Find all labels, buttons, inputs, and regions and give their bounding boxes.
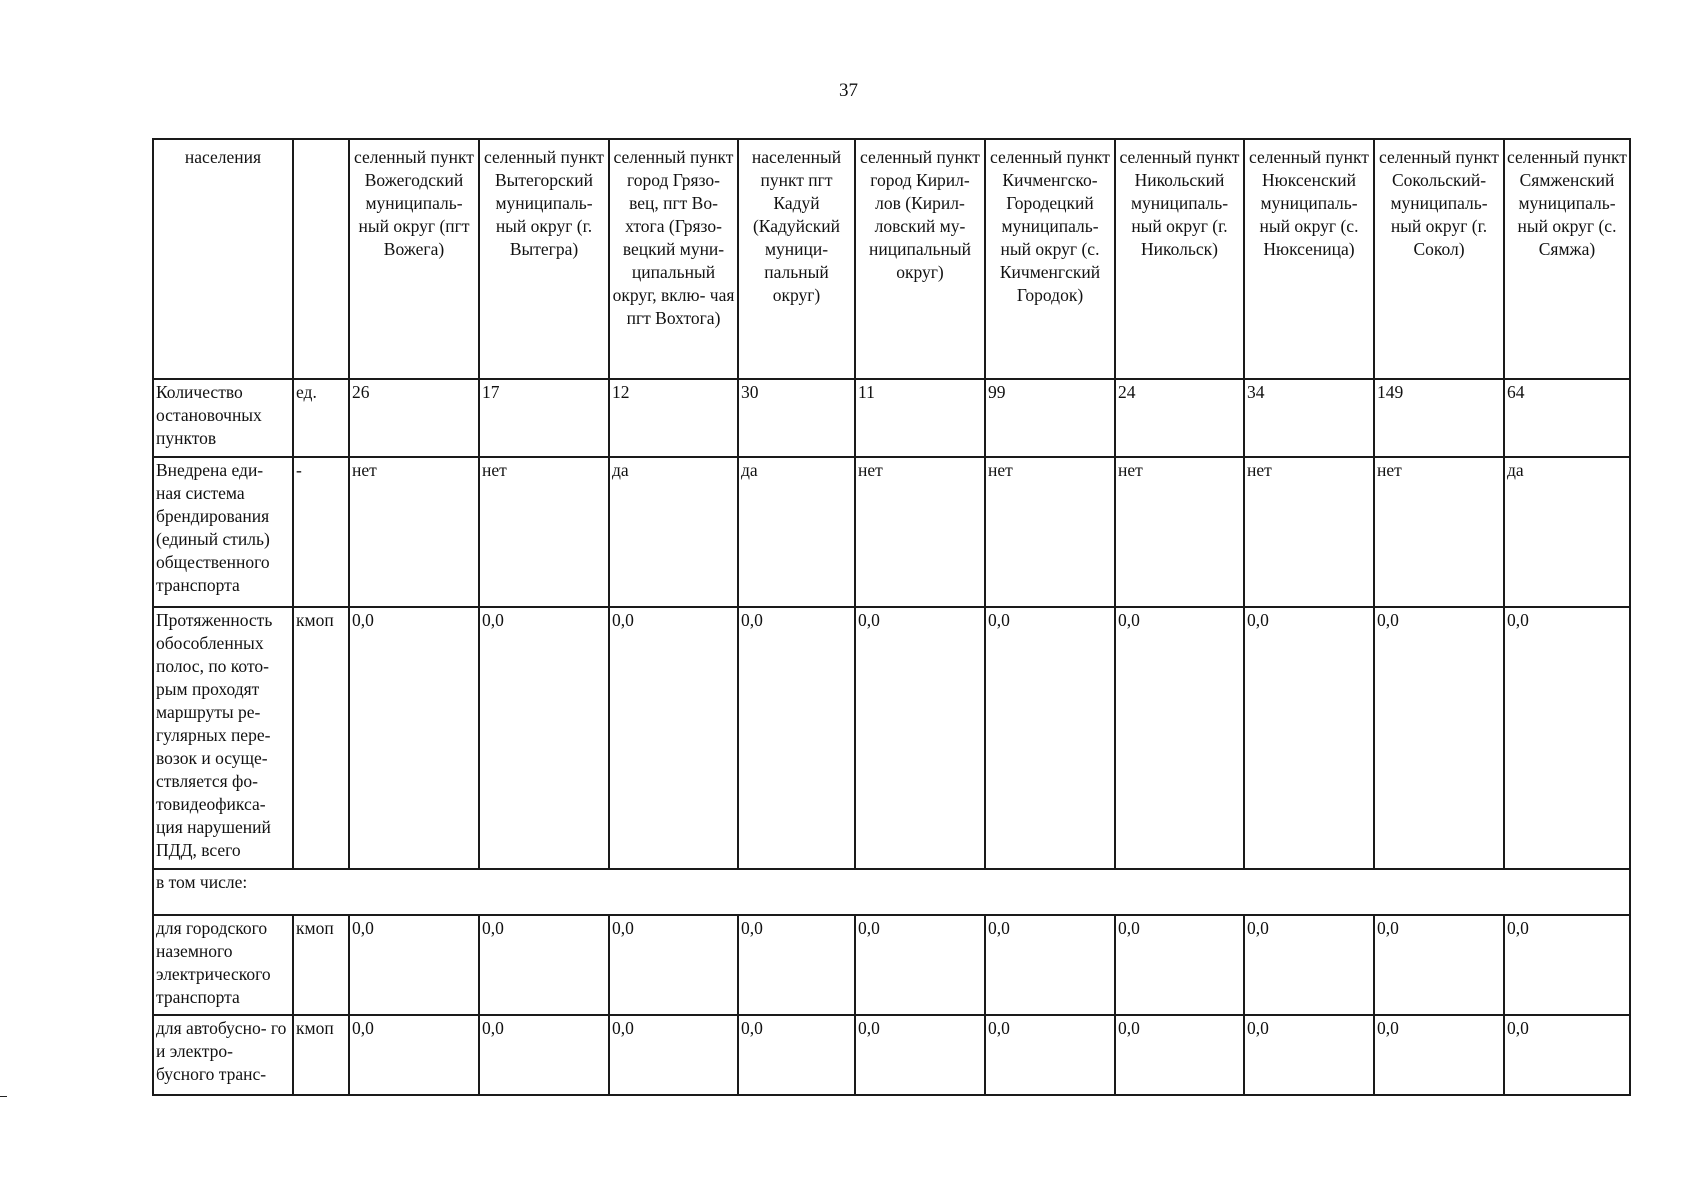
row-bus-value-3: 0,0	[609, 1015, 738, 1095]
row-bus-value-4: 0,0	[738, 1015, 855, 1095]
row-including	[153, 869, 1630, 915]
row-electric-value-6: 0,0	[985, 915, 1115, 1015]
row-lanes-value-8: 0,0	[1244, 607, 1374, 869]
header-col-3: селенный пункт город Грязо- вец, пгт Во- хтога (Грязо- вецкий муни- ципальный округ, вклю- чая пгт Вохтога)	[609, 139, 738, 379]
row-electric-value-7: 0,0	[1115, 915, 1244, 1015]
row-stops-value-10: 64	[1504, 379, 1630, 457]
row-bus-value-9: 0,0	[1374, 1015, 1504, 1095]
header-col-1: селенный пункт Вожегодский муниципаль- ный округ (пгт Вожега)	[349, 139, 479, 379]
row-stops-value-8: 34	[1244, 379, 1374, 457]
row-lanes-value-4: 0,0	[738, 607, 855, 869]
header-col-7: селенный пункт Никольский муниципаль- ный округ (г. Никольск)	[1115, 139, 1244, 379]
row-stops-value-9: 149	[1374, 379, 1504, 457]
row-bus-value-2: 0,0	[479, 1015, 609, 1095]
row-lanes-value-2: 0,0	[479, 607, 609, 869]
row-bus-value-5: 0,0	[855, 1015, 985, 1095]
row-branding-value-3: да	[609, 457, 738, 607]
row-branding-value-2: нет	[479, 457, 609, 607]
row-lanes-value-6: 0,0	[985, 607, 1115, 869]
header-row	[153, 139, 1630, 379]
margin-mark	[0, 1096, 7, 1097]
row-branding-value-8: нет	[1244, 457, 1374, 607]
row-bus-value-1: 0,0	[349, 1015, 479, 1095]
header-col-4: населенный пункт пгт Кадуй (Кадуйский муници- пальный округ)	[738, 139, 855, 379]
row-stops-value-7: 24	[1115, 379, 1244, 457]
row-lanes-value-9: 0,0	[1374, 607, 1504, 869]
row-including-label: в том числе:	[153, 869, 1630, 915]
row-lanes-value-3: 0,0	[609, 607, 738, 869]
row-branding-value-5: нет	[855, 457, 985, 607]
row-branding-value-1: нет	[349, 457, 479, 607]
row-bus-unit: кмоп	[293, 1015, 349, 1095]
header-col-9: селенный пункт Сокольский- муниципаль- ный округ (г. Сокол)	[1374, 139, 1504, 379]
row-branding-value-7: нет	[1115, 457, 1244, 607]
header-col-2: селенный пункт Вытегорский муниципаль- ный округ (г. Вытегра)	[479, 139, 609, 379]
row-branding	[153, 457, 1630, 607]
row-stops-value-2: 17	[479, 379, 609, 457]
row-electric-unit: кмоп	[293, 915, 349, 1015]
row-stops-unit: ед.	[293, 379, 349, 457]
row-stops-value-5: 11	[855, 379, 985, 457]
header-col-8: селенный пункт Нюксенский муниципаль- ный округ (с. Нюксеница)	[1244, 139, 1374, 379]
row-lanes-value-5: 0,0	[855, 607, 985, 869]
row-lanes-value-10: 0,0	[1504, 607, 1630, 869]
row-stops-value-6: 99	[985, 379, 1115, 457]
header-col-5: селенный пункт город Кирил- лов (Кирил- ловский му- ниципальный округ)	[855, 139, 985, 379]
row-electric-value-8: 0,0	[1244, 915, 1374, 1015]
row-bus-value-8: 0,0	[1244, 1015, 1374, 1095]
row-bus-value-6: 0,0	[985, 1015, 1115, 1095]
row-electric-value-10: 0,0	[1504, 915, 1630, 1015]
header-unit	[293, 139, 349, 379]
row-branding-value-10: да	[1504, 457, 1630, 607]
row-stops-value-4: 30	[738, 379, 855, 457]
row-branding-value-4: да	[738, 457, 855, 607]
row-stops	[153, 379, 1630, 457]
transport-indicators-table	[152, 138, 1631, 1096]
row-bus	[153, 1015, 1630, 1095]
header-col-6: селенный пункт Кичменгско- Городецкий муниципаль- ный округ (с. Кичменгский Городок)	[985, 139, 1115, 379]
row-electric-value-3: 0,0	[609, 915, 738, 1015]
row-branding-label: Внедрена еди- ная система брендирования (единый стиль) общественного транспорта	[153, 457, 293, 607]
row-stops-value-1: 26	[349, 379, 479, 457]
row-lanes-label: Протяженность обособленных полос, по кото- рым проходят маршруты ре- гулярных пере- возок и осуще- ствляется фо- товидеофикса- ция нарушений ПДД, всего	[153, 607, 293, 869]
row-stops-value-3: 12	[609, 379, 738, 457]
row-electric-value-1: 0,0	[349, 915, 479, 1015]
row-lanes	[153, 607, 1630, 869]
row-electric-value-5: 0,0	[855, 915, 985, 1015]
page-number: 37	[839, 80, 858, 101]
row-stops-label: Количество остановочных пунктов	[153, 379, 293, 457]
row-bus-label: для автобусно- го и электро- бусного транс-	[153, 1015, 293, 1095]
row-lanes-unit: кмоп	[293, 607, 349, 869]
row-branding-unit: -	[293, 457, 349, 607]
row-electric-value-9: 0,0	[1374, 915, 1504, 1015]
row-electric-value-2: 0,0	[479, 915, 609, 1015]
row-bus-value-7: 0,0	[1115, 1015, 1244, 1095]
header-col-10: селенный пункт Сямженский муниципаль- ный округ (с. Сямжа)	[1504, 139, 1630, 379]
header-indicator: населения	[153, 139, 293, 379]
row-lanes-value-1: 0,0	[349, 607, 479, 869]
row-branding-value-9: нет	[1374, 457, 1504, 607]
row-electric-value-4: 0,0	[738, 915, 855, 1015]
row-branding-value-6: нет	[985, 457, 1115, 607]
row-electric-label: для городского наземного электрического транспорта	[153, 915, 293, 1015]
row-electric	[153, 915, 1630, 1015]
row-bus-value-10: 0,0	[1504, 1015, 1630, 1095]
row-lanes-value-7: 0,0	[1115, 607, 1244, 869]
